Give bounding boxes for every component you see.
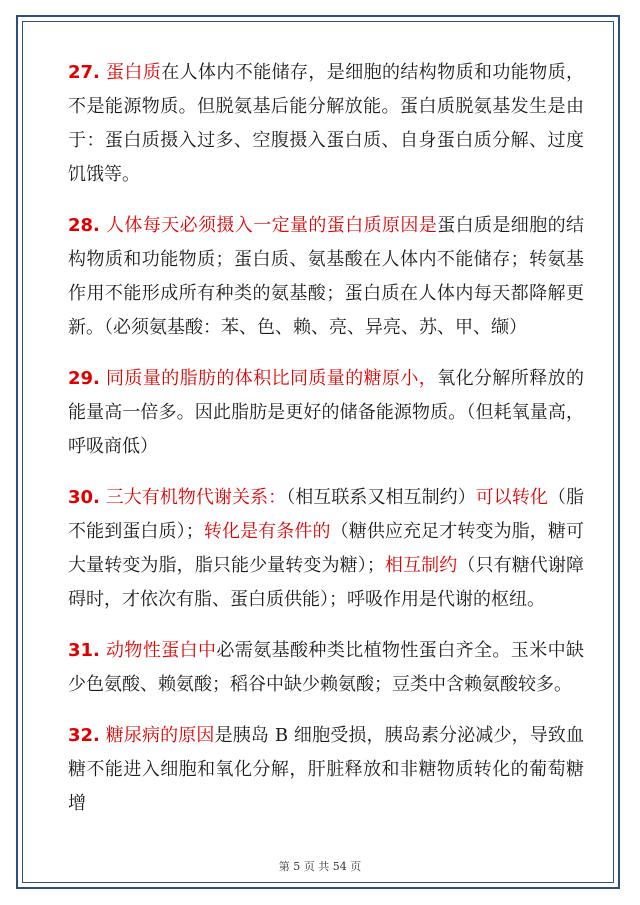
item-text: （脂不能到蛋白质）； xyxy=(68,487,585,542)
item-text: （只有糖代谢障碍时，才依次有脂、蛋白质供能）；呼吸作用是代谢的枢纽。 xyxy=(68,555,585,610)
item-29 xyxy=(68,362,584,464)
document-body xyxy=(68,56,584,838)
item-number: 32. xyxy=(68,725,100,746)
item-30 xyxy=(68,481,584,617)
item-highlight: 蛋白质 xyxy=(106,62,162,83)
item-text: （相互联系又相互制约） xyxy=(286,487,476,508)
item-text: 氧化分解所释放的能量高一倍多。因此脂肪是更好的储备能源物质。（但耗氧量高，呼吸商低） xyxy=(68,368,584,457)
item-text: （糖供应充足才转变为脂，糖可大量转变为脂，脂只能少量转变为糖）； xyxy=(68,521,585,576)
item-highlight: 动物性蛋白中 xyxy=(106,640,217,661)
item-number: 28. xyxy=(68,215,100,236)
item-text: 在人体内不能储存，是细胞的结构物质和功能物质，不是能源物质。但脱氨基后能分解放能。蛋白质脱氨基发生是由于：蛋白质摄入过多、空腹摄入蛋白质、自身蛋白质分解、过度饥饿等。 xyxy=(68,62,584,185)
page-footer: 第 5 页 共 54 页 xyxy=(278,860,362,873)
item-highlight: 糖尿病的原因 xyxy=(105,725,215,746)
item-highlight: 可以转化 xyxy=(475,487,548,508)
item-text: 蛋白质是细胞的结构物质和功能物质；蛋白质、氨基酸在人体内不能储存；转氨基作用不能形成所有种类的氨基酸；蛋白质在人体内每天都降解更新。（必须氨基酸：苯、色、赖、亮、异亮、苏、甲、缬） xyxy=(68,215,584,338)
item-number: 30. xyxy=(68,487,100,508)
item-number: 27. xyxy=(68,62,100,83)
item-highlight: 人体每天必须摄入一定量的蛋白质原因是 xyxy=(106,215,438,236)
item-highlight: 同质量的脂肪的体积比同质量的糖原小， xyxy=(106,368,438,389)
item-text: 必需氨基酸种类比植物性蛋白齐全。玉米中缺少色氨酸、赖氨酸；稻谷中缺少赖氨酸；豆类中含赖氨酸较多。 xyxy=(68,640,585,695)
item-highlight: 三大有机物代谢关系： xyxy=(105,487,287,508)
item-32 xyxy=(68,719,584,821)
item-highlight: 转化是有条件的 xyxy=(203,521,331,542)
item-28 xyxy=(68,209,584,345)
item-31 xyxy=(68,634,584,702)
item-number: 29. xyxy=(68,368,100,389)
item-number: 31. xyxy=(68,640,100,661)
item-27 xyxy=(68,56,584,192)
item-text: 是胰岛 B 细胞受损，胰岛素分泌减少，导致血糖不能进入细胞和氧化分解，肝脏释放和非糖物质转化的葡萄糖增 xyxy=(68,725,584,814)
item-highlight: 相互制约 xyxy=(384,555,458,576)
